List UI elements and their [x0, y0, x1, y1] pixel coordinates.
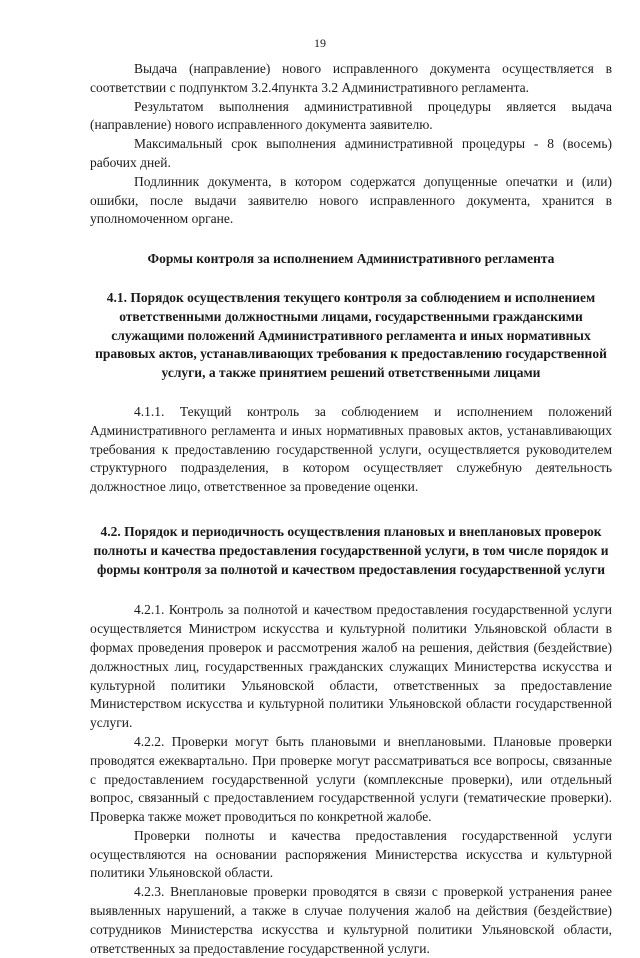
section-title: Формы контроля за исполнением Административного регламента: [147, 251, 555, 267]
paragraph-inspection-basis: Проверки полноты и качества предоставления государственной услуги осуществляются на основании распоряжения Министерства искусства и культурной политики Ульяновской области.: [90, 827, 612, 881]
document-body: [90, 60, 612, 958]
paragraph-4-2-2: 4.2.2. Проверки могут быть плановыми и внеплановыми. Плановые проверки проводятся ежеквартально. При проверке могут рассматриваться все вопросы, связанные с предоставлением государственной услуги (комплексные проверки), или отдельный вопрос, связанный с предоставлением государственной услуги (тематические проверки). Проверка также может проводиться по конкретной жалобе.: [90, 733, 612, 825]
heading-4-2: 4.2. Порядок и периодичность осуществления плановых и внеплановых проверок полноты и качества предоставления государственной услуги, в том числе порядок и формы контроля за полнотой и качеством предоставления государственной услуги: [93, 523, 609, 577]
paragraph-procedure-result: Результатом выполнения административной процедуры является выдача (направление) нового исправленного документа заявителю.: [90, 98, 612, 133]
paragraph-4-2-3: 4.2.3. Внеплановые проверки проводятся в связи с проверкой устранения ранее выявленных нарушений, а также в случае получения жалоб на действия (бездействие) сотрудников Министерства искусства и культурной политики Ульяновской области, ответственных за предоставление государственной услуги.: [90, 884, 612, 956]
paragraph-original-storage: Подлинник документа, в котором содержатся допущенные опечатки и (или) ошибки, после выдачи заявителю нового исправленного документа, хранится в уполномоченном органе.: [90, 173, 612, 227]
paragraph-issue-document: Выдача (направление) нового исправленного документа осуществляется в соответствии с подпунктом 3.2.4пункта 3.2 Административного регламента.: [90, 61, 612, 95]
paragraph-4-2-1: 4.2.1. Контроль за полнотой и качеством предоставления государственной услуги осуществляется Министром искусства и культурной политики Ульяновской области в формах проведения проверок и рассмотрения жалоб на решения, действия (бездействие) должностных лиц, государственных гражданских служащих Министерства искусства и культурной политики Ульяновской области, ответственных за предоставление Министерством искусства и культурной политики Ульяновской области государственной услуги.: [90, 602, 612, 731]
paragraph-4-1-1: 4.1.1. Текущий контроль за соблюдением и исполнением положений Административного регламента и иных нормативных правовых актов, устанавливающих требования к предоставлению государственной услуги, осуществляется руководителем структурного подразделения, в котором осуществляет служебную деятельность должностное лицо, ответственное за проведение оценки.: [90, 403, 612, 495]
paragraph-max-term: Максимальный срок выполнения административной процедуры - 8 (восемь) рабочих дней.: [90, 136, 612, 170]
page-number: 19: [314, 36, 326, 50]
heading-4-1: 4.1. Порядок осуществления текущего контроля за соблюдением и исполнением ответственными должностными лицами, государственными гражданскими служащими положений Административного регламента и иных нормативных правовых актов, устанавливающих требования к предоставлению государственной услуги, а также принятием решений ответственными лицами: [95, 289, 607, 381]
